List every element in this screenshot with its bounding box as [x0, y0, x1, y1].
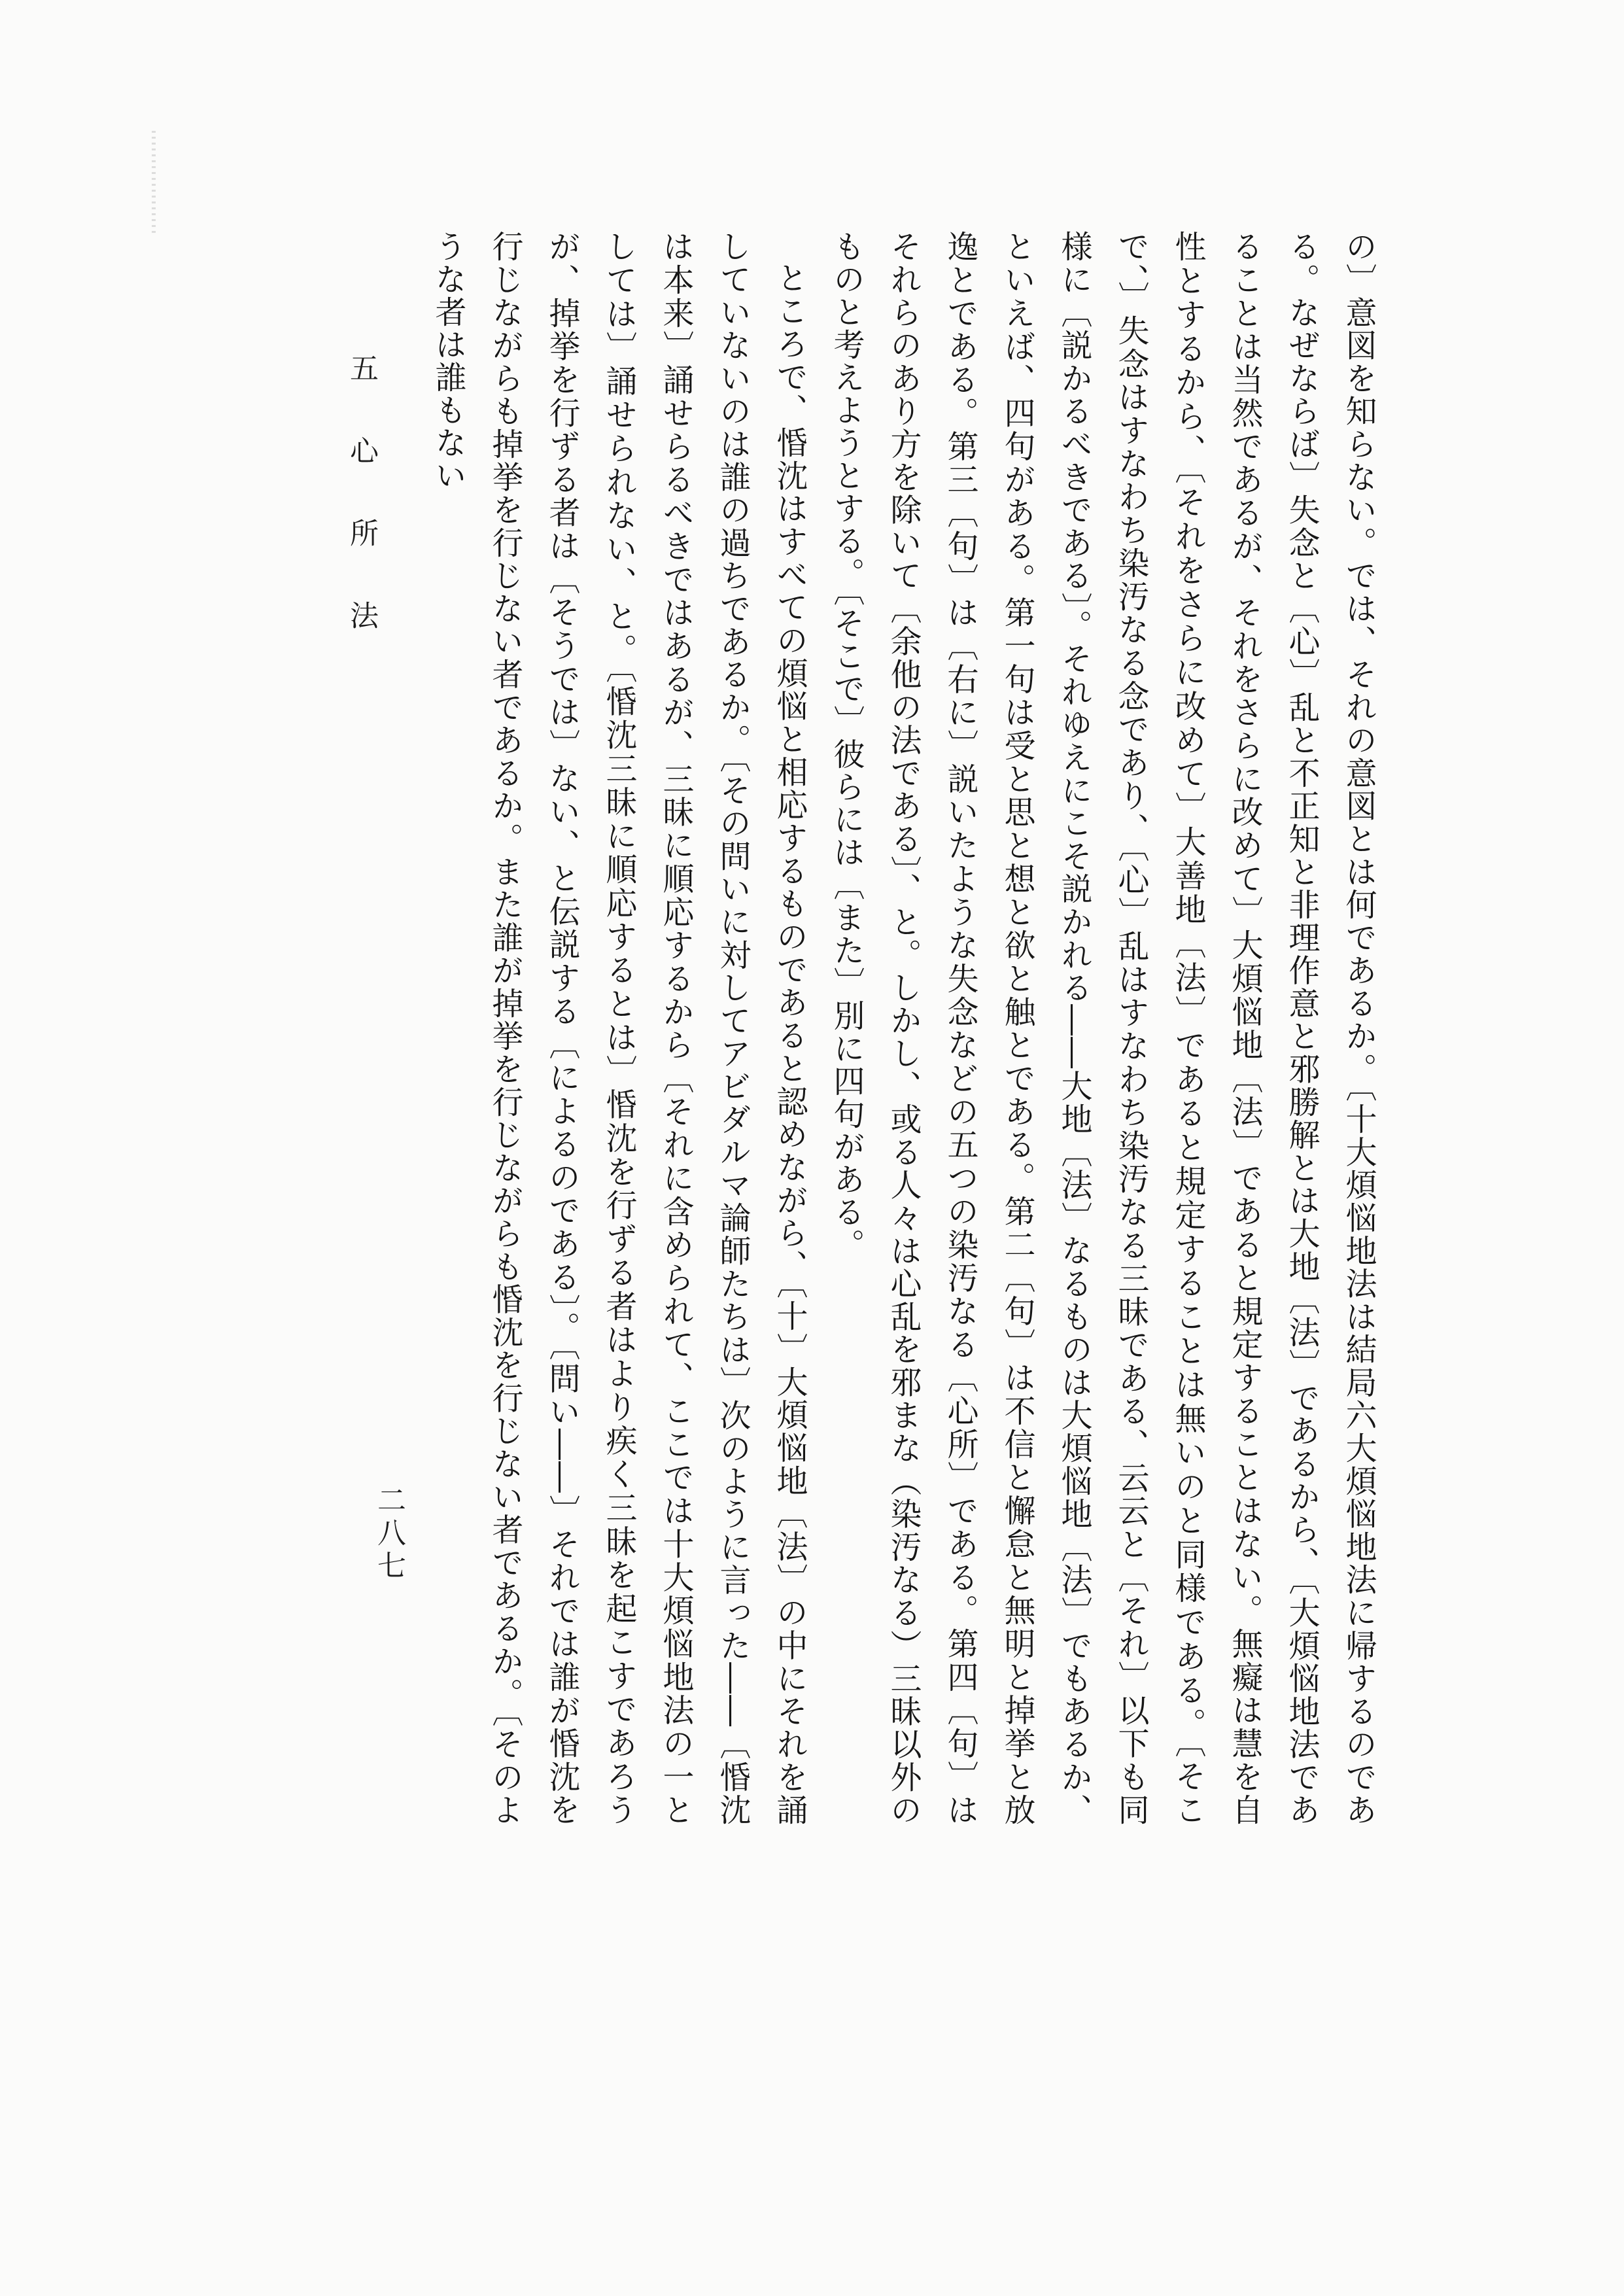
running-title: 五 心 所 法: [345, 353, 378, 652]
body-text: [392, 230, 1387, 1826]
page-number: 二八七: [372, 1485, 406, 1583]
paragraph-1: の〕意図を知らない。では、それの意図とは何であるか。〔十大煩悩地法は結局六大煩悩地法に帰するのである。なぜならば〕失念と〔心〕乱と不正知と非理作意と邪勝解とは大地〔法〕であるから、〔大煩悩地法であることは当然であるが、それをさらに改めて〕大煩悩地〔法〕であると規定することはない。無癡は慧を自性とするから、〔それをさらに改めて〕大善地〔法〕であると規定することは無いのと同様である。〔そこで、〕失念はすなわち染汚なる念であり、〔心〕乱はすなわち染汚なる三昧である、云云と〔それ〕以下も同様に〔説かるべきである〕。それゆえにこそ説かれる――大地〔法〕なるものは大煩悩地〔法〕でもあるか、といえば、四句がある。第一句は受と思と想と欲と触とである。第二〔句〕は不信と懈怠と無明と掉挙と放逸とである。第三〔句〕は〔右に〕説いたような失念などの五つの染汚なる〔心所〕である。第四〔句〕はそれらのあり方を除いて〔余他の法である〕、と。しかし、或る人々は心乱を邪まな（染汚なる）三昧以外のものと考えようとする。〔そこで〕彼らには〔また〕別に四句がある。: [828, 230, 1377, 1826]
paragraph-2: ところで、惛沈はすべての煩悩と相応するものであると認めながら、〔十〕大煩悩地〔法〕の中にそれを誦していないのは誰の過ちであるか。〔その問いに対してアビダルマ論師たちは〕次のように言った――〔惛沈は本来〕誦せらるべきではあるが、三昧に順応するから〔それに含められて、ここでは十大煩悩地法の一としては〕誦せられない、と。〔惛沈三昧に順応するとは〕惛沈を行ずる者はより疾く三昧を起こすであろうが、掉挙を行ずる者は〔そうでは〕ない、と伝説する〔によるのである〕。〔問い――〕それでは誰が惛沈を行じながらも掉挙を行じない者であるか。また誰が掉挙を行じながらも惛沈を行じない者であるか。〔そのような者は誰もない: [430, 230, 808, 1826]
scan-artifact: [152, 131, 156, 235]
